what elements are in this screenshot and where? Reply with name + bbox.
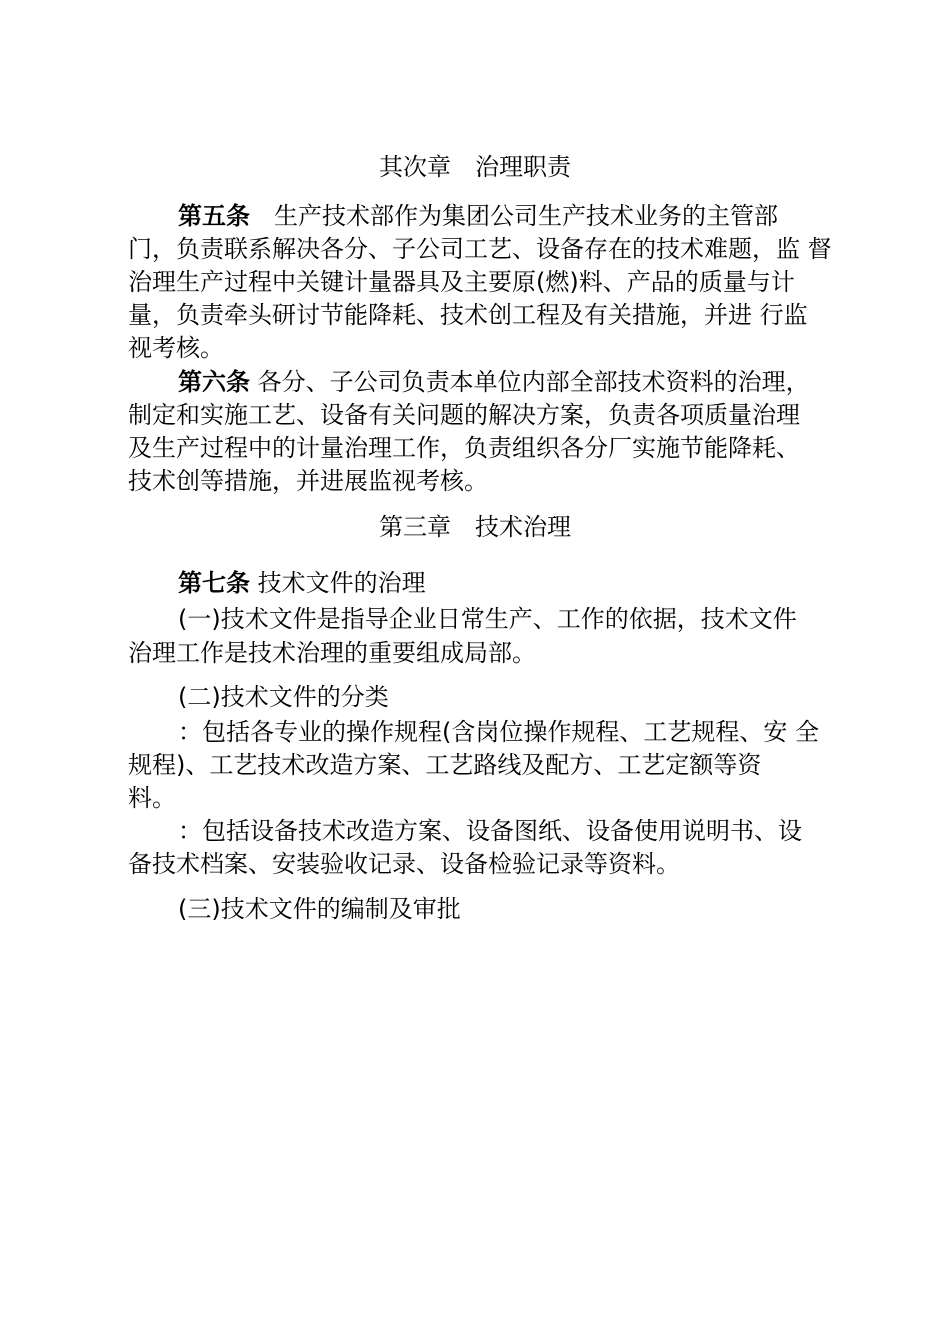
item-1-line-1: (一)技术文件是指导企业日常生产、工作的依据，技术文件	[178, 605, 797, 633]
item-2-b-line-2: 备技术档案、安装验收记录、设备检验记录等资料。	[128, 850, 680, 878]
article-6-label: 第六条	[178, 368, 250, 396]
article-6-line-3: 及生产过程中的计量治理工作，负责组织各分厂实施节能降耗、	[128, 434, 800, 462]
item-3-title: (三)技术文件的编制及审批	[178, 895, 461, 923]
chapter-2-heading: 其次章 治理职责	[379, 153, 571, 181]
article-7-label: 第七条	[178, 569, 250, 597]
article-7-gap	[250, 569, 258, 597]
article-6-line-1: 各分、子公司负责本单位内部全部技术资料的治理，	[257, 368, 810, 396]
item-2-a-line-1: ：包括各专业的操作规程(含岗位操作规程、工艺规程、安 全	[178, 718, 819, 746]
article-6-line-4: 技术创等措施，并进展监视考核。	[128, 467, 488, 495]
article-5-first-line	[178, 201, 778, 231]
chapter-3-heading: 第三章 技术治理	[379, 513, 571, 541]
article-5-line-1: 生产技术部作为集团公司生产技术业务的主管部	[274, 202, 778, 230]
article-6-first-line	[178, 367, 810, 397]
article-5-line-3: 治理生产过程中关键计量器具及主要原(燃)料、产品的质量与计	[128, 268, 795, 296]
article-5-gap	[250, 202, 274, 230]
article-6-gap	[250, 368, 258, 396]
article-5-line-5: 视考核。	[128, 334, 224, 362]
item-1-line-2: 治理工作是技术治理的重要组成局部。	[128, 639, 536, 667]
item-2-a-line-2: 规程)、工艺技术改造方案、工艺路线及配方、工艺定额等资	[128, 751, 762, 779]
article-5-line-2: 门，负责联系解决各分、子公司工艺、设备存在的技术难题，监 督	[128, 235, 832, 263]
article-5-line-4: 量，负责牵头研讨节能降耗、技术创工程及有关措施，并进 行监	[128, 301, 808, 329]
article-7-title: 技术文件的治理	[257, 569, 426, 597]
item-2-title: (二)技术文件的分类	[178, 683, 389, 711]
article-7-title-line	[178, 568, 426, 598]
article-6-line-2: 制定和实施工艺、设备有关问题的解决方案，负责各项质量治理	[128, 401, 800, 429]
article-5-label: 第五条	[178, 202, 250, 230]
item-2-b-line-1: ：包括设备技术改造方案、设备图纸、设备使用说明书、设	[178, 817, 802, 845]
item-2-a-line-3: 料。	[128, 784, 176, 812]
